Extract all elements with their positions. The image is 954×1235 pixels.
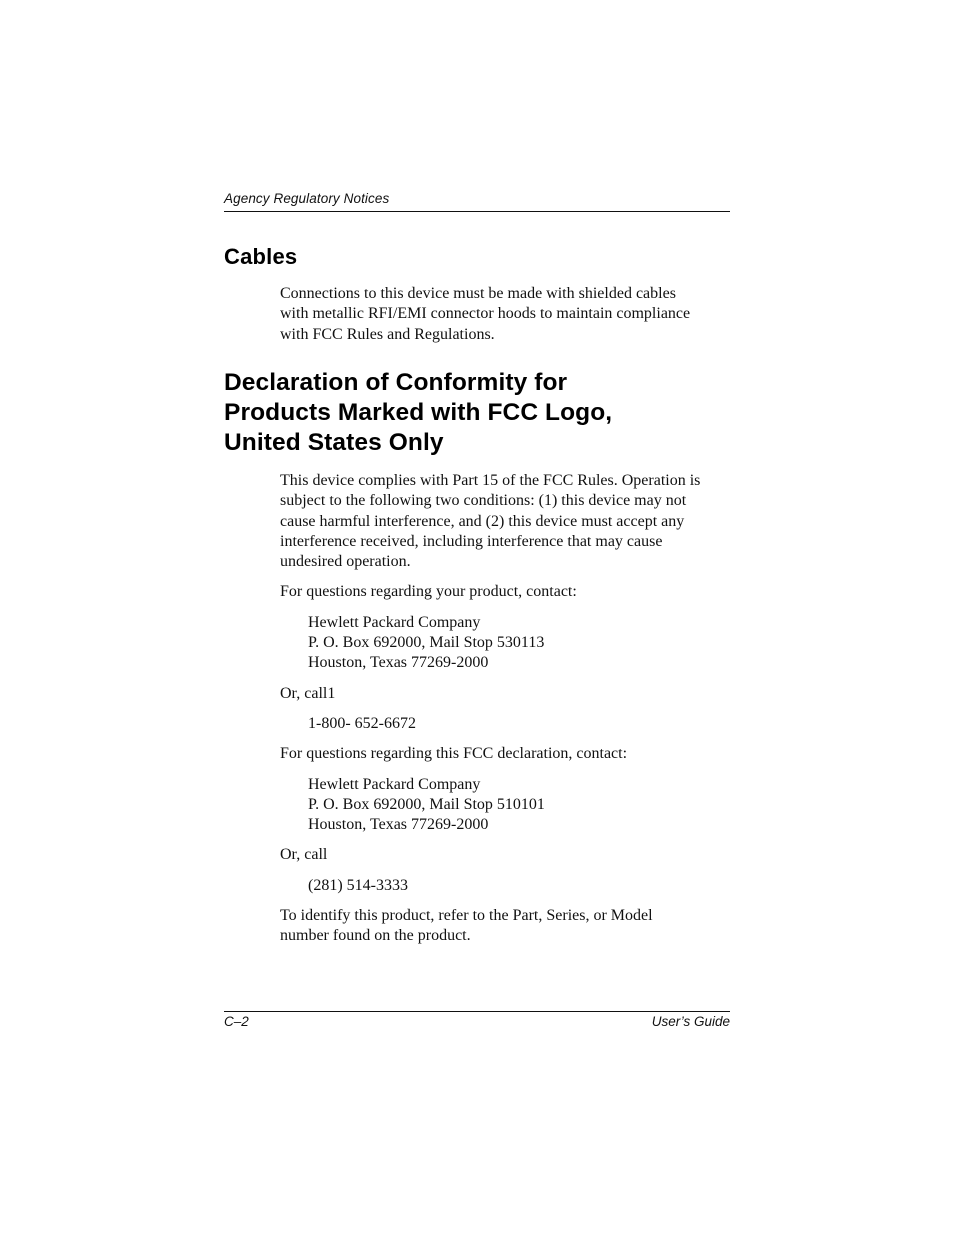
address-line: Houston, Texas 77269-2000 <box>308 816 489 834</box>
declaration-heading-line: Products Marked with FCC Logo, <box>224 399 613 426</box>
product-phone: 1-800- 652-6672 <box>308 714 416 732</box>
fcc-address <box>308 775 732 836</box>
guide-title: User’s Guide <box>651 1014 730 1029</box>
cables-line: with metallic RFI/EMI connector hoods to maintain compliance <box>280 305 691 323</box>
compliance-line: cause harmful interference, and (2) this device must accept any <box>280 512 685 530</box>
declaration-heading <box>224 368 730 458</box>
compliance-line: subject to the following two conditions: (1) this device may not <box>280 492 687 510</box>
compliance-line: undesired operation. <box>280 553 411 571</box>
address-line: P. O. Box 692000, Mail Stop 510101 <box>308 795 545 813</box>
or-call-label: Or, call <box>280 846 328 864</box>
cables-line: Connections to this device must be made with shielded cables <box>280 285 676 302</box>
fcc-phone: (281) 514-3333 <box>308 876 408 894</box>
identify-line: To identify this product, refer to the Part, Series, or Model <box>280 907 653 925</box>
address-line: Houston, Texas 77269-2000 <box>308 654 489 672</box>
declaration-heading-line: United States Only <box>224 429 444 456</box>
product-address <box>308 613 732 674</box>
address-line: P. O. Box 692000, Mail Stop 530113 <box>308 634 545 652</box>
compliance-line: This device complies with Part 15 of the FCC Rules. Operation is <box>280 472 701 489</box>
declaration-body <box>280 471 732 947</box>
compliance-line: interference received, including interference that may cause <box>280 532 663 550</box>
cables-line: with FCC Rules and Regulations. <box>280 325 495 343</box>
address-line: Hewlett Packard Company <box>308 613 481 631</box>
product-contact-intro: For questions regarding your product, contact: <box>280 583 577 601</box>
address-line: Hewlett Packard Company <box>308 775 481 793</box>
running-header: Agency Regulatory Notices <box>224 191 390 206</box>
page-number: C–2 <box>224 1014 249 1029</box>
footer-rule <box>224 1011 730 1012</box>
header-rule <box>224 211 730 212</box>
or-call-label: Or, call1 <box>280 684 336 702</box>
cables-paragraph <box>280 284 732 345</box>
identify-line: number found on the product. <box>280 927 471 945</box>
declaration-heading-line: Declaration of Conformity for <box>224 369 568 396</box>
compliance-paragraph <box>280 471 732 572</box>
cables-heading: Cables <box>224 244 298 269</box>
fcc-contact-intro: For questions regarding this FCC declaration, contact: <box>280 745 628 763</box>
identify-paragraph <box>280 906 732 947</box>
